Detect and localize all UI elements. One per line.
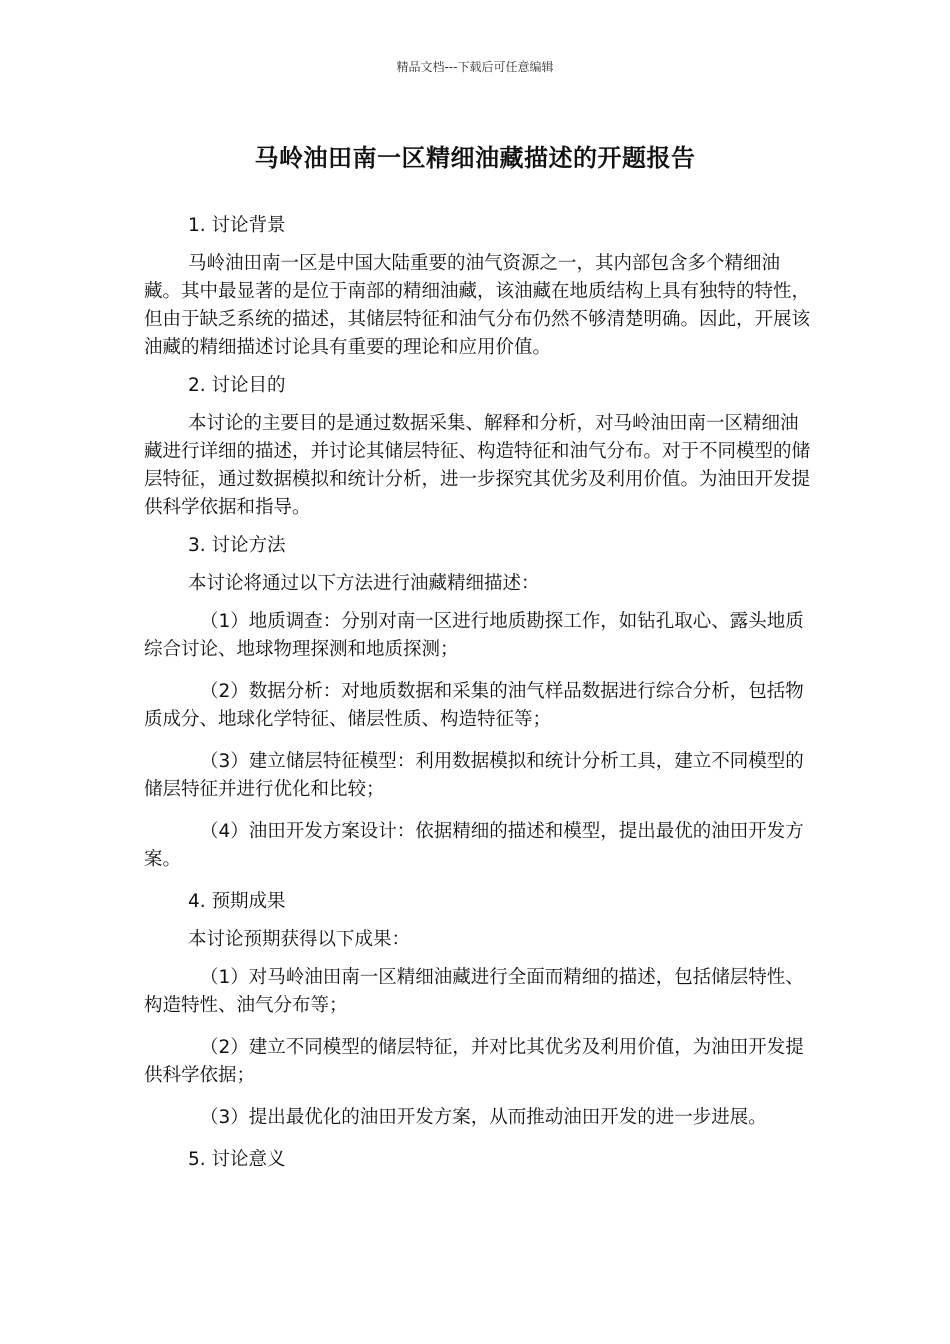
document-body (144, 212, 812, 1184)
methods-item: （2）数据分析：对地质数据和采集的油气样品数据进行综合分析，包括物质成分、地球化学特征、储层性质、构造特征等； (144, 681, 804, 730)
section-heading-results: 4. 预期成果 (188, 891, 286, 912)
document-title: 马岭油田南一区精细油藏描述的开题报告 (254, 144, 696, 172)
section-heading-background: 1. 讨论背景 (188, 215, 286, 236)
methods-item: （3）建立储层特征模型：利用数据模拟和统计分析工具，建立不同模型的储层特征并进行优化和比较； (144, 751, 804, 800)
methods-item: （4）油田开发方案设计：依据精细的描述和模型，提出最优的油田开发方案。 (144, 821, 804, 870)
section-heading-purpose: 2. 讨论目的 (188, 375, 286, 396)
results-item: （3）提出最优化的油田开发方案，从而推动油田开发的进一步进展。 (200, 1107, 767, 1128)
results-intro: 本讨论预期获得以下成果： (188, 929, 411, 950)
page-header: 精品文档---下载后可任意编辑 (396, 60, 554, 74)
methods-intro: 本讨论将通过以下方法进行油藏精细描述： (188, 573, 540, 594)
section-heading-significance: 5. 讨论意义 (188, 1149, 286, 1170)
methods-item: （1）地质调查：分别对南一区进行地质勘探工作，如钻孔取心、露头地质综合讨论、地球物理探测和地质探测； (144, 611, 804, 660)
section-heading-methods: 3. 讨论方法 (188, 535, 286, 556)
results-item: （1）对马岭油田南一区精细油藏进行全面而精细的描述，包括储层特性、构造特性、油气分布等； (144, 967, 804, 1016)
results-item: （2）建立不同模型的储层特征，并对比其优劣及利用价值，为油田开发提供科学依据； (144, 1037, 804, 1086)
purpose-paragraph: 本讨论的主要目的是通过数据采集、解释和分析，对马岭油田南一区精细油藏进行详细的描述，并讨论其储层特征、构造特征和油气分布。对于不同模型的储层特征，通过数据模拟和统计分析，进一步探究其优劣及利用价值。为油田开发提供科学依据和指导。 (144, 413, 811, 518)
background-paragraph: 马岭油田南一区是中国大陆重要的油气资源之一，其内部包含多个精细油藏。其中最显著的是位于南部的精细油藏，该油藏在地质结构上具有独特的特性，但由于缺乏系统的描述，其储层特征和油气分布仍然不够清楚明确。因此，开展该油藏的精细描述讨论具有重要的理论和应用价值。 (144, 253, 811, 358)
